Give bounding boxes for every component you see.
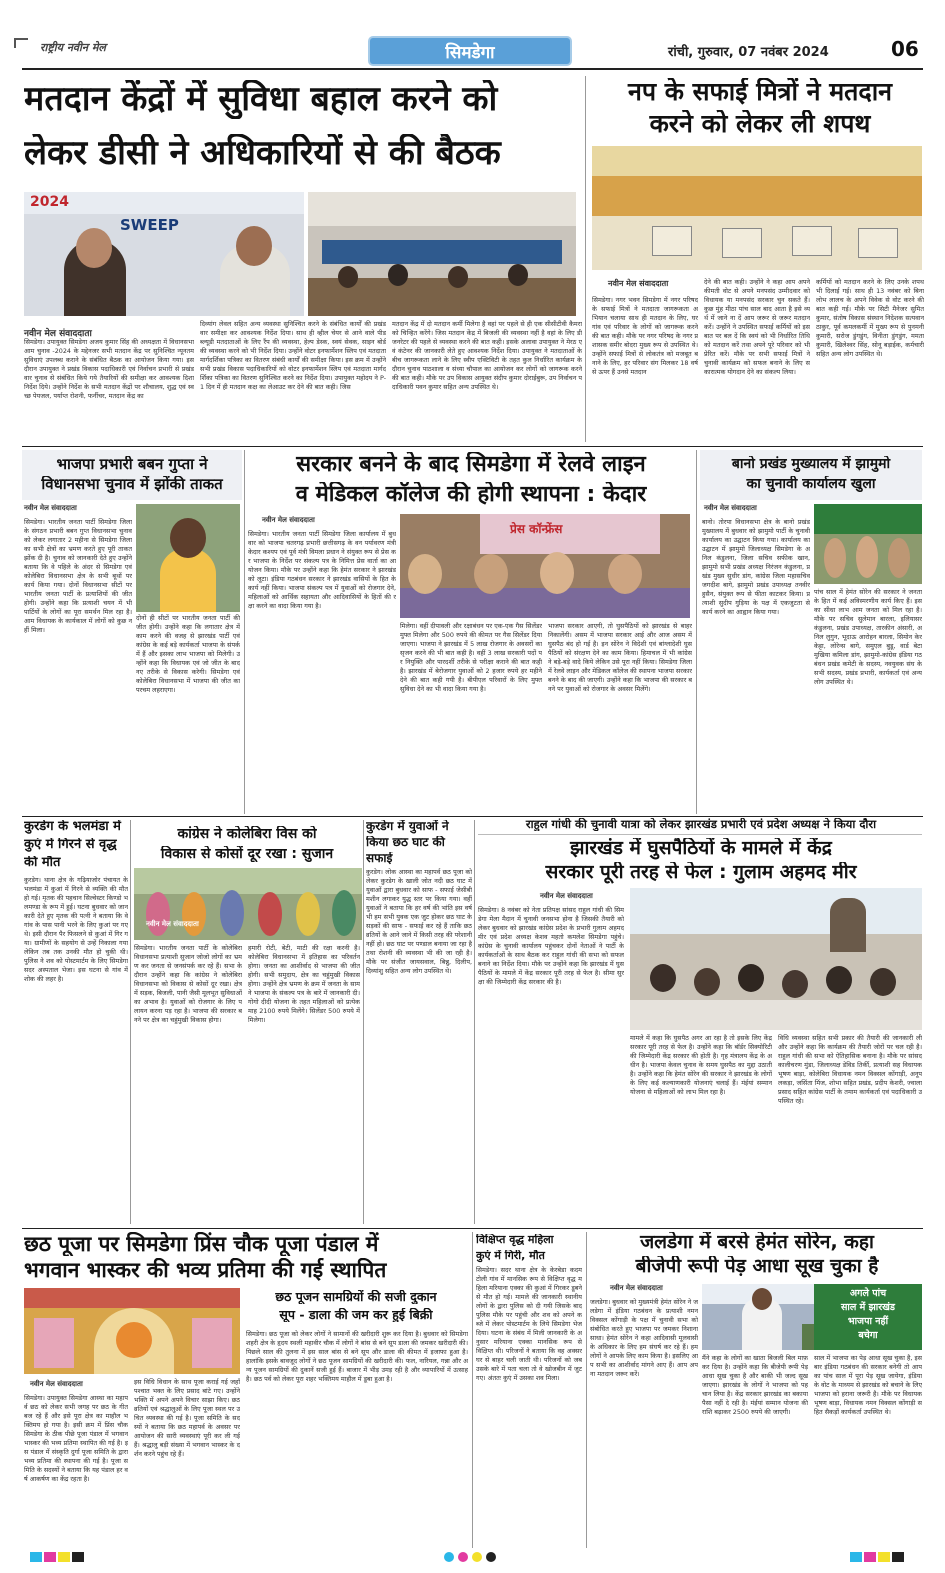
story4-text-col2: मिलेगा। वहीं दीपावली और रक्षाबंधन पर एक-एक गैस सिलेंडर मुफ्त मिलेगा और 500 रुपये की कीमत पर गैस सिलेंडर दिया जाएगा। भाजपा ने झारखंड में 5 लाख रोजगार के अवसरों का सृजन करने की भी बात कही है। वहीं 3 लाख सरकारी पदों पर नियुक्ति और पारदर्शी तरीके से परीक्षा कराने की बात कही है। झारखंड में बेरोजगार युवाओं को 2 हजार रुपये हर महीने देने की बात कही गयी है। बीपीएल परिवारों के लिए मुफ्त सुविधा देने का भी वादा किया गया है।: [400, 622, 542, 693]
story4-byline: नवीन मेल संवाददाता: [262, 516, 315, 524]
story1-photo-meeting: [308, 192, 576, 316]
story2-byline: नवीन मेल संवाददाता: [608, 279, 669, 288]
story7-text-col1: सिमडेगा। भारतीय जनता पार्टी के कोलेबिरा विधानसभा प्रत्याशी सुजान जोजो लोगों का भ्रमण कर जनता से जनसंपर्क कर रहे हैं। सभा के दौरान उन्होंने कहा कि कांग्रेस ने कोलेबिरा विधानसभा को विकास से कोसों दूर रखा। क्षेत्र में सड़क, बिजली, पानी जैसी मूलभूत सुविधाओं का अभाव है। युवाओं को रोजगार के लिए पलायन करना पड़ रहा है। भाजपा की सरकार बनने पर क्षेत्र का चहुंमुखी विकास होगा।: [134, 944, 242, 1024]
story1-text-col3: मतदान केंद्र में दो मतदान कर्मी मिलेगा है वहां पर पहले से ही एक सीसीटीवी कैमरा को चिन्हित करेंगे। जिस मतदान केंद्र में बिजली की व्यवस्था नहीं है वहां के लिए डी जनरेटर की पहले से व्यवस्था करने की बात कही। इसके अलावा उपायुक्त ने मेरठ एवं कंटेनर की जानकारी लेते हुए आवश्यक निर्देश दिया। उपायुक्त ने मतदाताओं के बीच जागरूकता लाने के लिए स्वीप एक्टिविटी के तहत कुल निर्धारित कार्यक्रम के दौरान चुनाव पाठशाला व संध्या चौपाल का आयोजन कर लोगों को जागरूक करने की बात कही। मौके पर उप विकास आयुक्त संदीप कुमार दोराईबुरू, उप निर्वाचन पदाधिकारी पवन कुमार सहित अन्य उपस्थित थे।: [392, 320, 582, 391]
story8-headline-line3: सफाई: [366, 852, 393, 865]
story4-headline-line2: व मेडिकल कॉलेज की होगी स्थापना : केदार: [295, 482, 647, 507]
story5-text-col1: बानो। तोरपा विधानसभा क्षेत्र के बानो प्रखंड मुख्यालय में बुधवार को झामुमो पार्टी के चुनावी कार्यालय का उद्घाटन किया गया। कार्यालय का उद्घाटन में झामुमो जिलाध्यक्ष सिमडेगा के अनिल कंडुलना, जिला सचिव सफीक खान, झामुमो सभी प्रखंड अध्यक्ष निरंजन कंडुलना, प्रखंड मुख्य सुधीर डांग, कांग्रेस जिला महासचिव जगदीश बागे, झामुमो प्रखंड उपाध्यक्ष तनवीर हुसैन, संयुक्त रूप से फीता काटकर किया। प्रत्याशी सुदीप गुड़िया के पक्ष में एकजुटता से कार्य करने का आह्वान किया गया।: [702, 518, 810, 616]
story12-text-col1: जलडेगा। बुधवार को मुख्यमंत्री हेमंत सोरेन ने जलडेगा में इंडिया गठबंधन के प्रत्याशी नमन विक्सल कोंगाड़ी के पक्ष में चुनावी सभा को संबोधित करते हुए भाजपा पर जमकर निशाना साधा। हेमंत सोरेन ने कहा आदिवासी मूलवासी के अधिकार के लिए हम संघर्ष कर रहे हैं। हम लोगों ने आपके लिए काम किया है। इसलिए आप सभी का आशीर्वाद मांगने आए हैं। आप अपना मतदान जरूर करें।: [590, 1298, 698, 1378]
story12-headline-line1: जलडेगा में बरसे हेमंत सोरेन, कहा: [640, 1232, 874, 1253]
story1-headline-line1: मतदान केंद्रों में सुविधा बहाल करने को: [24, 80, 498, 119]
print-mark-icon: [14, 38, 28, 48]
masthead-rule: [22, 68, 923, 70]
story10-subheadline-line2: सूप - डाला की जम कर हुई बिक्री: [279, 1308, 433, 1322]
story10-text-col3: सिमडेगा। छठ पूजा को लेकर लोगों ने सामानों की खरीदारी शुरू कर दिया है। बुधवार को सिमडेगा शहरी क्षेत्र के हृदय स्थली महावीर चौक में लोगों ने बांस से बने सूप डाला की जमकर खरीदारी की। पिछले साल की तुलना में इस साल बांस से बने सूप और डाला की कीमत में इजाफा हुआ है। हालांकि इसके बावजूद लोगों ने छठ पूजन सामग्रियों की खरीदारी की। फल, नारियल, गन्ना और अन्य पूजन सामग्रियों की दुकानें सजी हुई हैं। बाजार में भीड़ उमड़ रही है और व्यापारियों में उत्साह है। छठ पर्व को लेकर पूरा शहर भक्तिमय माहौल में डूबा हुआ है।: [246, 1330, 468, 1383]
column-rule: [696, 450, 697, 814]
story10-text-col2: इस विधि विधान के साथ पूजा कराई गई जहाँ पश्चात भक्त के लिए प्रसाद बांटे गए। उन्होंने भक्ति में अपने अपने विचार साझा किए। छठ व्रतियों एवं श्रद्धालुओं के लिए पूजा स्थल पर उचित व्यवस्था की गई है। पूजा समिति के सदस्यों ने बताया कि छठ महापर्व के अवसर पर आयोजन की सारी व्यवस्थाएं पूरी कर ली गई हैं। श्रद्धालु बड़ी संख्या में भगवान भास्कर के दर्शन करने पहुंच रहे हैं।: [134, 1378, 240, 1458]
story8-headline-line1: कुरडेग में युवाओं ने: [366, 820, 449, 833]
column-rule: [363, 820, 364, 1224]
column-rule: [130, 820, 131, 1224]
story11-headline-line1: विक्षिप्त वृद्ध महिला: [476, 1234, 554, 1246]
story4-photo-press-conference: [400, 514, 690, 618]
story10-byline: नवीन मेल संवाददाता: [30, 1380, 83, 1388]
column-rule: [244, 450, 245, 814]
print-color-bar-right: [850, 1552, 920, 1562]
story9-headline-line2: सरकार पूरी तरह से फेल : गुलाम अहमद मीर: [545, 862, 857, 883]
story1-text-col2: दिव्यांग लेवल सहित अन्य व्यवस्था सुनिश्चित करने के संबंधित कार्यों की प्रखंड वार समीक्षा कर आवश्यक निर्देश दिया। साथ ही व्हील चेयर से आने वाले पीडब्ल्यूडी मतदाताओं के लिए रैंप की व्यवस्था, हेल्प डेस्क, स्वयं सेवक, साइन बोर्ड की व्यवस्था करने को भी निर्देश दिया। उन्होंने वोटर इनफार्मेशन स्लिप एवं मतदाता मार्गदर्शिका पत्रिका का वितरण संबंधी कार्यों की समीक्षा किया। इस क्रम में उन्होंने सभी प्रखंड विकास पदाधिकारियों को वोटर इनफार्मेशन स्लिप एवं मतदाता मार्गदर्शिका पत्रिका का वितरण सुनिश्चित करने का निर्देश दिया। उपायुक्त महोदय ने P-1 दिन में ही मतदान कक्ष का लेआउट कर देने की बात कही। जिस: [200, 320, 386, 391]
story7-photo-campaign: [134, 868, 362, 940]
page-number: 06: [891, 37, 919, 61]
story4-text-col1: सिमडेगा। भारतीय जनता पार्टी सिमडेगा जिला कार्यालय में बुधवार को भाजपा चतरगढ़ प्रभारी छत्तीसगढ़ के वन पर्यावरण मंत्री केदार कश्यप एवं पूर्व मंत्री विमला प्रधान ने संयुक्त रूप से प्रेस कर भाजपा के निर्देश पर संकल्प पत्र के निमित्त प्रेस वार्ता का आयोजन किया। मौके पर उन्होंने कहा कि हेमंत सरकार ने झारखंड को लूटा। इंडिया गठबंधन सरकार ने झारखंड वासियों के हित के कार्य नहीं किया। भाजपा संकल्प पत्र में युवाओं को रोजगार देने, महिलाओं को आर्थिक सहायता और आदिवासियों के हितों की रक्षा करने का वादा किया गया है।: [248, 530, 396, 610]
story3-photo-babban-gupta: [136, 504, 240, 612]
story7-headline-line1: कांग्रेस ने कोलेबिरा विस को: [177, 826, 317, 842]
story7-byline: नवीन मेल संवाददाता: [146, 920, 199, 928]
story6-text-col1: कुरडेग। थाना क्षेत्र के गढ़ियाजोर पंचायत के भलमंडा में कुआं में गिरने से व्यक्ति की मौत हो गई। मृतक की पहचान सिल्वेस्टर किण्डो भलमण्डा के रूप में हुई। घटना बुधवार को जानकारी देते हुए मृतक की पत्नी ने बताया कि वे गांव के पास पानी भरने के लिए कुआं पर गए थे। इसी दौरान पैर फिसलने से कुआं में गिर गया। ग्रामीणों के सहयोग से उन्हें निकाला गया लेकिन तब तक उनकी मौत हो चुकी थी। पुलिस ने शव को पोस्टमार्टम के लिए सिमडेगा सदर अस्पताल भेजा। इस घटना से गांव में शोक की लहर है।: [24, 876, 128, 983]
story5-photo-office: [814, 504, 922, 584]
photo-banner-year: 2024: [30, 194, 69, 210]
print-color-bar-left: [30, 1552, 114, 1562]
story12-headline-line2: बीजेपी रूपी पेड़ आधा सूख चुका है: [635, 1256, 879, 1277]
story9-text-col1: सिमडेगा। 8 नवंबर को नेता प्रतिपक्ष सांसद राहुल गांधी की सिमडेगा मेला मैदान में चुनावी जनसभा होना है जिसकी तैयारी को लेकर बुधवार को झारखंड कांग्रेस प्रदेश के प्रभारी गुलाम अहमद मीर एवं प्रदेश अध्यक्ष केशव महतो कमलेश सिमडेगा पहुंचे। कांग्रेस के चुनावी कार्यालय पहुंचकर दोनों नेताओं ने पार्टी के कार्यकर्ताओं के साथ बैठक कर राहुल गांधी की सभा को सफल बनाने का निर्देश दिया। मौके पर उन्होंने कहा कि झारखंड में घुसपैठियों के मामले में केंद्र सरकार पूरी तरह से फेल है। सीमा सुरक्षा की जिम्मेदारी केंद्र सरकार की है।: [478, 906, 624, 986]
story5-byline: नवीन मेल संवाददाता: [704, 504, 757, 512]
print-color-bar-center: [444, 1552, 504, 1562]
story8-text-col1: कुरडेग। लोक आस्था का महापर्व छठ पूजा को लेकर कुरडेग के खाली जोत नदी छठ घाट में युवाओं द्वारा बुधवार को साफ - सफाई जेसीबी मशीन लगाकर युद्ध स्तर पर किया गया। वहीं युवाओं ने बताया कि हर वर्ष की भांति इस वर्ष भी हम सभी युवक एक जुट होकर छठ घाट के सड़कों की साफ - सफाई कर रहे हैं ताकि छठ व्रतियों के आने जाने में किसी तरह की परेशानी नहीं हो। छठ घाट पर पण्डाल बनाया जा रहा है तथा रोशनी की व्यवस्था भी की जा रही है। मौके पर संजीत जायसवाल, बिन्नु, दिलीप, दिव्यांशु सहित अन्य लोग उपस्थित थे।: [366, 868, 472, 975]
column-rule: [472, 1232, 473, 1548]
story2-photo-oath: [592, 146, 922, 270]
story12-photo-banner-line4: बचेगा: [858, 1330, 878, 1341]
masthead: [0, 0, 945, 70]
story10-subheadline-line1: छठ पूजन सामग्रियों की सजी दुकान: [275, 1290, 437, 1304]
story5-headline-line1: बानो प्रखंड मुख्यालय में झामुमो: [731, 456, 891, 472]
story6-headline-line2: कुएं में गिरने से वृद्ध: [24, 838, 117, 852]
story7-text-col2: हमारी रोटी, बेटी, माटी की रक्षा करनी है। कोलेबिरा विधानसभा में इतिहास का परिवर्तन होगा। जनता का आशीर्वाद से भाजपा की जीत होगी। सभी समुदाय, क्षेत्र का चहुंमुखी विकास होगा। उन्होंने क्षेत्र भ्रमण के क्रम में जनता के सामने भाजपा के संकल्प पत्र के बारे में जानकारी दी। गोगो दीदी योजना के तहत महिलाओं को प्रत्येक माह 2100 रुपये मिलेंगे। सिलेंडर 500 रुपये में मिलेगा।: [248, 944, 360, 1024]
story9-text-col2: मामले में कहा कि घुसपैठ अगर आ रहा है तो इसके लिए केंद्र सरकार पूरी तरह से फेल है। उन्होंने कहा कि बॉर्डर सिक्योरिटी की जिम्मेदारी केंद्र सरकार की होती है। गृह मंत्रालय केंद्र के अधीन है। भाजपा केवल चुनाव के समय घुसपैठ का मुद्दा उठाती है। उन्होंने कहा कि हेमंत सोरेन की सरकार ने झारखंड के लोगों के लिए कई कल्याणकारी योजनाएं चलाई हैं। मंईयां सम्मान योजना से महिलाओं को लाभ मिल रहा है।: [630, 1034, 772, 1096]
paper-name: राष्ट्रीय नवीन मेल: [40, 41, 106, 54]
story3-headline-line1: भाजपा प्रभारी बबन गुप्ता ने: [56, 456, 208, 473]
story3-text-col2: दोनों ही सीटों पर भारतीय जनता पार्टी की जीत होगी। उन्होंने कहा कि लगातार क्षेत्र में काम करने की वजह से झारखंड पार्टी एवं कांग्रेस के कई बड़े कार्यकर्ता भाजपा के संपर्क में हैं और इसका लाभ भाजपा को मिलेगी। उन्होंने कहा कि विधायक एवं जो जीत के बाद नए तरीके से विकास करेगी। सिमडेगा एवं कोलेबिरा विधानसभा में भाजपा की जीत का परचम लहराएगा।: [136, 614, 240, 694]
story1-byline: नवीन मेल संवाददाता: [24, 329, 92, 339]
story11-text-col1: सिमडेगा। सदर थाना क्षेत्र के केरबेडा कदमटोली गांव में मानसिक रूप से विक्षिप्त वृद्ध महिला मरियाना एक्का की कुआं में गिरकर डूबने से मौत हो गई। मामले की जानकारी स्थानीय लोगों के द्वारा पुलिस को दी गयी जिसके बाद पुलिस मौके पर पहुंची और शव को अपने कब्जे में लेकर पोस्टमार्टम के लिये सिमडेगा भेज दिया। घटना के संबंध में मिली जानकारी के अनुसार मरियाना एक्का मानसिक रूप से विक्षिप्त थी। परिजनों ने बताया कि वह अक्सर घर से बाहर चली जाती थी। परिजनों को जब उसके बारे में पता चला तो वे खोजबीन में जुट गए। अंततः कुएं में उसका शव मिला।: [476, 1266, 582, 1382]
column-rule: [474, 820, 475, 1224]
story12-text-col2: मैंने कहा के लोगों का खाता बिजली बिल माफ़ कर दिया है। उन्होंने कहा कि बीजेपी रूपी पेड़ आधा सूख चुका है और बाकी भी जल्द सूख जाएगा। झारखंड के लोगों ने भाजपा को पहचान लिया है। केंद्र सरकार झारखंड का बकाया पैसा नहीं दे रही है। मंईयां सम्मान योजना की राशि बढ़ाकर 2500 रुपये की जाएगी।: [702, 1354, 808, 1416]
divider-1: [22, 446, 923, 447]
story5-text-col2: पांच साल में हेमंत सोरेन की सरकार ने जनता के हित में कई अविस्मरणीय कार्य किए हैं। इसका सीधा लाभ आम जनता को मिल रहा है। मौके पर सचिव सुलेमान बारला, इलियासर कंडुलना, प्रखंड उपाध्यक्ष, तारकीन अंसारी, अनिल लुगुन, भूदाऊ आरोहन बारला, सिमोन केरकेट्टा, लोरेन्स बागे, समुएल बुडू, वार्ड बेटा मुखिया कमिला डांग, झामुमो-कांग्रेस इंडिया गठबंधन प्रखंड कमेटी के सदस्य, नवयुवक संघ के सभी सदस्य, प्रखंड प्रभारी, कार्यकर्ता एवं अन्य लोग उपस्थित थे।: [814, 588, 922, 686]
story12-byline: नवीन मेल संवाददाता: [610, 1284, 663, 1292]
story6-headline-line1: कुरडेग के भलमंडा में: [24, 820, 121, 834]
story2-text-col3: कर्मियों को मतदान करने के लिए उनके शपथ भी दिलाई गई। साथ ही 13 नवंबर को बिना लोभ लालच के अपने विवेक से वोट करने की बात कही गई। मौके पर सिटी मैनेजर सुमित कुमार, संतोष विकास संस्थान निदेशक सत्यवान ठाकुर, पूर्व कमलकर्मी में मुख्य रूप से पुनमनी कुमारी, सरोज डुंगडुंग, विनीता डुंगडुंग, ममता कुमारी, खिलेश्वर सिंह, सोनू बड़ाईक, कर्मचारी सहित अन्य लोग उपस्थित थे।: [816, 278, 924, 358]
story8-headline-line2: किया छठ घाट की: [366, 836, 445, 849]
story3-byline: नवीन मेल संवाददाता: [24, 504, 77, 512]
story9-photo-meeting: [630, 888, 922, 1030]
story1-text-col1: सिमडेगा। उपायुक्त सिमडेगा अजय कुमार सिंह की अध्यक्षता में विधानसभा आम चुनाव -2024 के मद्देनजर सभी मतदान केंद्र पर सुनिश्चित न्यूनतम सुविधाएं उपलब्ध कराने के संबंधित बैठक का आयोजन किया गया। इस दौरान उपायुक्त ने प्रखंड विकास पदाधिकारी एवं निर्वाचन प्रभारी से प्रखंड वार चुनाव से संबंधित किये गये तैयारियों की समीक्षा कर आवश्यक दिशा निर्देश दिये। उन्होंने निर्देश के सभी मतदान केंद्रों पर शौचालय, शुद्ध एवं स्वच्छ पेयजल, पर्याप्त रोशनी, फर्नीचर, मतदान केंद्र का: [24, 338, 194, 400]
photo-banner-word: SWEEP: [120, 216, 179, 234]
story3-headline-line2: विधानसभा चुनाव में झोंकी ताकत: [41, 476, 223, 493]
story9-headline-line1: झारखंड में घुसपैठियों के मामले में केंद्र: [570, 838, 832, 859]
dateline: रांची, गुरुवार, 07 नवंबर 2024: [668, 45, 829, 60]
story2-headline-line2: करने को लेकर ली शपथ: [649, 110, 871, 138]
column-rule: [586, 1232, 587, 1548]
story12-photo-banner-line1: अगले पांच: [849, 1288, 887, 1299]
divider-2: [22, 816, 923, 817]
divider-3: [22, 1228, 923, 1229]
story6-headline-line3: की मौत: [24, 856, 61, 870]
story9-kicker: राहुल गांधी की चुनावी यात्रा को लेकर झारखंड प्रभारी एवं प्रदेश अध्यक्ष ने किया दौरा: [525, 818, 877, 831]
story7-headline-line2: विकास से कोसों दूर रखा : सुजान: [160, 846, 334, 862]
story5-headline-line2: का चुनावी कार्यालय खुला: [746, 476, 876, 492]
story9-kicker-rule: [478, 834, 922, 835]
story2-text-col1: सिमडेगा। नगर भवन सिमडेगा में नगर परिषद के सफाई मित्रों ने मतदाता जागरूकता अभियान चलाया साथ ही मतदान के लिए, घर गांव एवं परिवार के लोगों को जागरूक करने की बात कही। मौके पर नगर परिषद के नगर प्रशासक समीर बोदरा मुख्य रूप से उपस्थित थे। उन्होंने सफाई मित्रों से लोकतंत्र को मजबूत बनाने के लिए, हर परिवार संग मिलकर 18 वर्ष से ऊपर हैं उनसे मतदान: [592, 296, 698, 376]
story12-text-col3: साल में भाजपा का पेड़ आधा सूख चुका है, इस बार इंडिया गठबंधन की सरकार बनेगी तो आपका पांच साल में पूरा पेड़ सूख जायेगा, इंडिया के वोट के माध्यम से झारखंड को बचाने के लिए भाजपा को हराना जरूरी है। मौके पर विधायक भूषण बाड़ा, विधायक नमन विक्सल कोंगाड़ी सहित सैकड़ों कार्यकर्ता उपस्थित थे।: [814, 1354, 922, 1416]
story10-text-col1: सिमडेगा। उपायुक्त सिमडेगा आस्था का महापर्व छठ को लेकर सभी जगह पर छठ के गीत बज रहे हैं और इसे पूरा क्षेत्र का माहौल भक्तिमय हो गया है। इसी क्रम में प्रिंस चौक सिमडेगा के ठीक पीछे पूजा पंडाल में भगवान भास्कर की भव्य प्रतिमा स्थापित की गई है। इस पंडाल में संस्कृति दुर्गा पूजा समिति के द्वारा भव्य प्रतिमा की स्थापना की गई है। पूजा समिति के सदस्यों ने बताया कि यह पंडाल हर वर्ष आकर्षण का केंद्र रहता है।: [24, 1394, 128, 1483]
story9-text-col3: विधि व्यवस्था सहित सभी प्रकार की तैयारी की जानकारी ली और उन्होंने कहा कि कार्यक्रम की तैयारी जोरों पर चल रही है। राहुल गांधी की सभा को ऐतिहासिक बनाना है। मौके पर सांसद कालीचरण मुंडा, जिलाध्यक्ष डेविड तिर्की, प्रत्याशी सह विधायक भूषण बाड़ा, कोलेबिरा विधायक नमन विक्सल कोंगाड़ी, अनूप लकड़ा, जसिंता मिंज, शोभा सहित प्रखंड, प्रदीप केशरी, ज्वाला प्रसाद सहित कांग्रेस पार्टी के तमाम कार्यकर्ता एवं पदाधिकारी उपस्थित रहे।: [778, 1034, 922, 1105]
story2-text-col2: देने की बात कही। उन्होंने ने कहा आप अपने कीमती वोट से अपने मनपसंद उम्मीदवार को विधायक या मनपसंद सरकार चुन सकते हैं। कुछ मुंह मीठा पांच साल बाद आता है इसे व्यर्थ में जाने ना दें आप जरूर से जरूर मतदान करें। उन्होंने ने उपस्थित सफाई कर्मियों को इस बात पर बल दें कि स्वयं को भी निर्धारित तिथि को मतदान करें तथा अपने पूरे परिवार को भी प्रेरित करें। मौके पर सभी सफाई मित्रों ने चुनावी कार्यक्रम को सफल बनाने के लिए सकारात्मक योगदान देने का संकल्प लिया।: [704, 278, 810, 376]
story9-byline: नवीन मेल संवाददाता: [540, 892, 593, 900]
story2-headline-line1: नप के सफाई मित्रों ने मतदान: [627, 78, 893, 106]
story10-headline-line1: छठ पूजा पर सिमडेगा प्रिंस चौक पूजा पंडाल में: [24, 1232, 379, 1256]
story4-headline-line1: सरकार बनने के बाद सिमडेगा में रेलवे लाइन: [296, 452, 646, 477]
section-label: सिमडेगा: [445, 43, 495, 63]
column-rule: [585, 76, 586, 442]
story10-headline-line2: भगवान भास्कर की भव्य प्रतिमा की गई स्थापित: [24, 1258, 387, 1282]
story12-photo-banner-line2: साल में झारखंड: [840, 1302, 895, 1313]
story3-text-col1: सिमडेगा। भारतीय जनता पार्टी सिमडेगा जिला के संगठन प्रभारी बबन गुप्त विधानसभा चुनाव को लेकर लगातार 2 महीना से सिमडेगा जिला का सभी क्षेत्रों का भ्रमण करते हुए पूरी ताकत झोंक दी है। चुनाव को जानकारी देते हुए उन्होंने बताया कि वे पहिले के अंदर से सिमडेगा एवं कोलेबिरा विधानसभा क्षेत्र के सभी बूथों पर कार्य किया गया। दोनों विधानसभा सीटों पर भारतीय जनता पार्टी के प्रत्याशियों की जीत होगी। उन्होंने कहा कि प्रत्याशी चयन में भी पार्टियों के लोगों का पूरा समर्थन मिल रहा है। आम विधायक के कार्यकाल में लोगों को कुछ नहीं मिला।: [24, 518, 132, 634]
story1-headline-line2: लेकर डीसी ने अधिकारियों से की बैठक: [24, 134, 501, 173]
story10-photo-pandal: [24, 1288, 240, 1374]
story12-photo-banner-line3: भाजपा नहीं: [847, 1316, 889, 1327]
press-banner-text: प्रेस कॉन्फ्रेंस: [510, 522, 563, 536]
story1-photo-dc: [24, 192, 304, 316]
story4-text-col3: भाजपा सरकार आएगी, तो घुसपैठियों को झारखंड से बाहर निकालेंगी। असम में भाजपा सरकार आई और आज असम में घुसपैठ बंद हो गई है। इन सोरेन ने विदेशी एवं बांग्लादेशी घुसपैठियों को संरक्षण देने का काम किया। हिमाचल में भी कांग्रेस ने बड़े-बड़े वादे किये लेकिन उसे पूरा नहीं किया। सिमडेगा जिला में रेलवे लाइन और मेडिकल कॉलेज की स्थापना भाजपा सरकार बनने के बाद की जाएगी। उन्होंने कहा कि भाजपा की सरकार बनने पर युवाओं को रोजगार के अवसर मिलेंगे।: [548, 622, 692, 693]
story11-headline-line2: कुएं में गिरी, मौत: [476, 1250, 545, 1262]
